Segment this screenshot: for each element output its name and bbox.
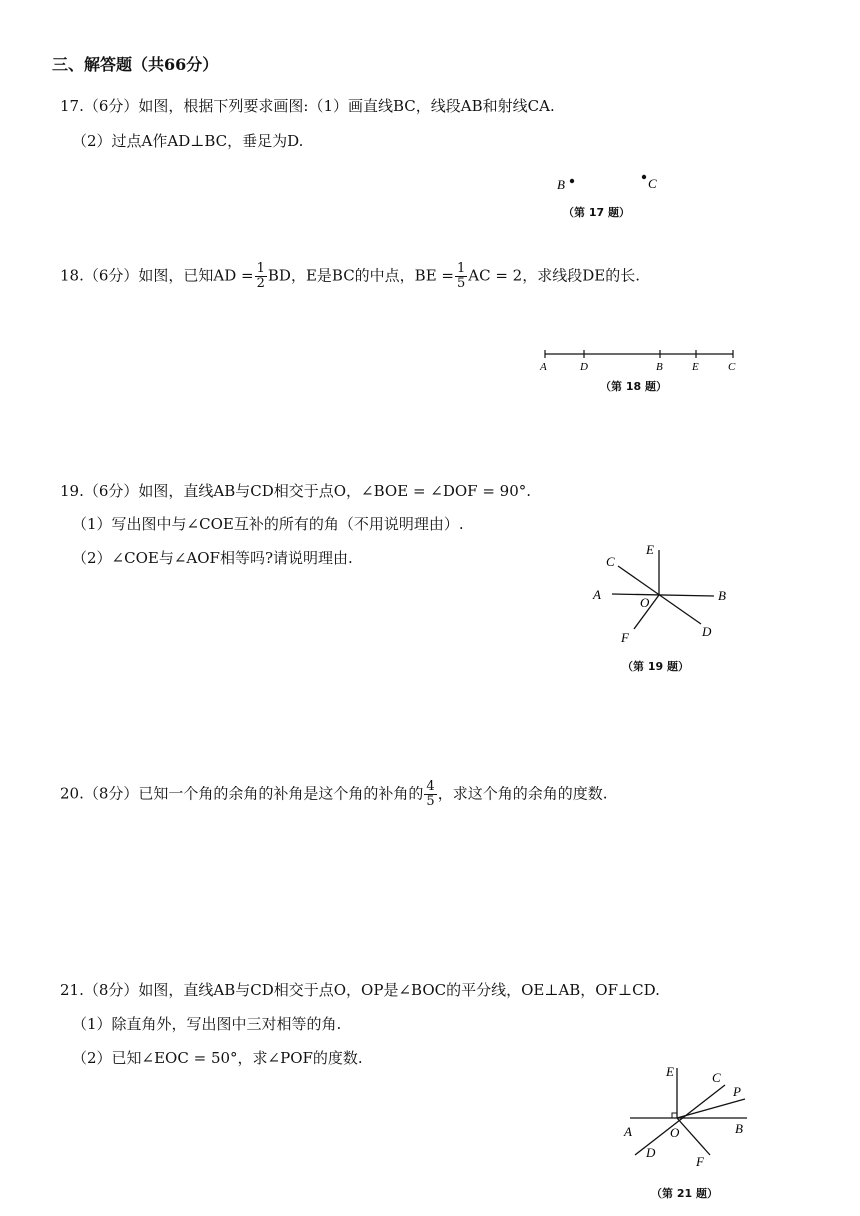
- label-d: D: [646, 1145, 656, 1160]
- label-c: C: [648, 176, 657, 191]
- q18-fraction-2: [455, 262, 467, 291]
- label-e: E: [666, 1064, 674, 1079]
- q20-text-b: ，求这个角的余角的度数.: [437, 784, 608, 803]
- label-c: C: [728, 361, 736, 373]
- q17-line1: 17.（6分）如图，根据下列要求画图:（1）画直线BC，线段AB和射线CA.: [60, 97, 555, 115]
- label-d: D: [580, 361, 588, 373]
- q20-text-a: 20.（8分）已知一个角的余角的补角是这个角的补角的: [60, 784, 424, 803]
- label-o: O: [670, 1125, 680, 1140]
- label-f: F: [621, 630, 629, 645]
- label-e: E: [646, 542, 654, 557]
- q21-caption: （第 21 题）: [651, 1187, 718, 1200]
- q20-line1: [60, 780, 607, 809]
- label-a: A: [540, 361, 547, 373]
- label-a: A: [593, 587, 601, 602]
- q21-line2: （1）除直角外，写出图中三对相等的角.: [72, 1015, 342, 1033]
- label-o: O: [640, 595, 650, 610]
- ray-op: [677, 1099, 745, 1118]
- q20-fraction: [424, 780, 436, 809]
- q20-frac-num: 4: [426, 779, 435, 794]
- label-c: C: [606, 554, 615, 569]
- q19-line1: 19.（6分）如图，直线AB与CD相交于点O，∠BOE = ∠DOF = 90°.: [60, 482, 532, 500]
- q19-line2: （1）写出图中与∠COE互补的所有的角（不用说明理由）.: [72, 515, 464, 533]
- label-b: B: [735, 1121, 743, 1136]
- q18-text-b: BD，E是BC的中点，BE =: [267, 266, 454, 285]
- q18-caption: （第 18 题）: [600, 380, 667, 393]
- ray-of: [677, 1118, 710, 1155]
- q18-fraction-1: [255, 262, 267, 291]
- label-b: B: [656, 361, 663, 373]
- section-title: 三、解答题（共66分）: [52, 55, 219, 74]
- label-c: C: [712, 1070, 721, 1085]
- q18-figure: [535, 345, 745, 377]
- label-b: B: [718, 588, 726, 603]
- q18-text-c: AC = 2，求线段DE的长.: [468, 266, 640, 285]
- right-angle-mark: [672, 1113, 677, 1118]
- q18-line1: [60, 262, 640, 291]
- q18-text-a: 18.（6分）如图，已知AD =: [60, 266, 254, 285]
- q18-frac1-num: 1: [256, 261, 265, 276]
- line-ab: [612, 594, 714, 596]
- point-c: [642, 175, 646, 179]
- label-b: B: [557, 177, 565, 192]
- q17-line2: （2）过点A作AD⊥BC，垂足为D.: [72, 132, 304, 150]
- q21-line1: 21.（8分）如图，直线AB与CD相交于点O，OP是∠BOC的平分线，OE⊥AB，OF⊥CD.: [60, 981, 660, 999]
- q19-line3: （2）∠COE与∠AOF相等吗?请说明理由.: [72, 549, 353, 567]
- label-e: E: [692, 361, 699, 373]
- q19-caption: （第 19 题）: [622, 660, 689, 673]
- q19-figure: [585, 538, 735, 648]
- q18-frac1-den: 2: [256, 276, 265, 291]
- point-b: [570, 179, 574, 183]
- q21-line3: （2）已知∠EOC = 50°，求∠POF的度数.: [72, 1049, 363, 1067]
- q17-caption: （第 17 题）: [563, 206, 630, 219]
- label-p: P: [733, 1084, 741, 1099]
- q18-frac2-num: 1: [456, 261, 466, 276]
- label-a: A: [624, 1124, 632, 1139]
- label-f: F: [696, 1154, 704, 1169]
- label-d: D: [702, 624, 712, 639]
- q18-frac2-den: 5: [456, 276, 466, 291]
- q20-frac-den: 5: [426, 794, 435, 809]
- q21-figure: [615, 1060, 765, 1175]
